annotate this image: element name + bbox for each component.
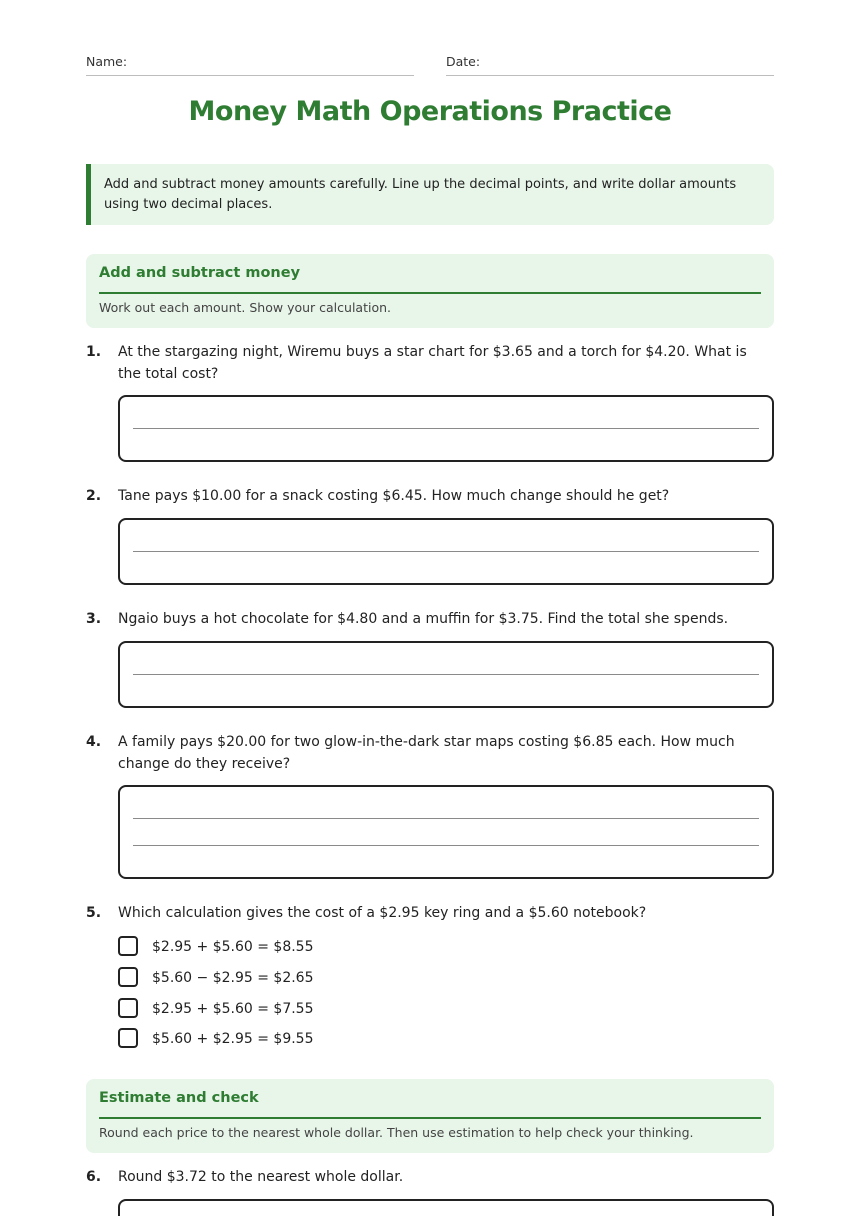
answer-box-3[interactable] xyxy=(118,641,774,708)
instructions-box: Add and subtract money amounts carefully. Line up the decimal points, and write dollar amounts using two decimal places. xyxy=(86,164,774,225)
question-text: Which calculation gives the cost of a $2.95 key ring and a $5.60 notebook? xyxy=(118,905,647,921)
worksheet-title: Money Math Operations Practice xyxy=(188,96,672,127)
answer-line xyxy=(133,674,759,675)
date-label: Date: xyxy=(446,54,481,69)
question-number: 1. xyxy=(86,344,102,360)
answer-box-1[interactable] xyxy=(118,395,774,462)
question-number: 5. xyxy=(86,905,102,921)
question-number: 3. xyxy=(86,611,102,627)
section-subtitle: Round each price to the nearest whole dollar. Then use estimation to help check your thinking. xyxy=(99,1125,694,1140)
section-add-subtract xyxy=(86,254,774,328)
question-number: 6. xyxy=(86,1169,102,1185)
answer-line xyxy=(133,845,759,846)
answer-line xyxy=(133,818,759,819)
question-number: 4. xyxy=(86,734,102,750)
question-text: At the stargazing night, Wiremu buys a star chart for $3.65 and a torch for $4.20. What is the total cost? xyxy=(118,344,747,382)
answer-line xyxy=(133,428,759,429)
answer-box-4[interactable] xyxy=(118,785,774,879)
section-title: Add and subtract money xyxy=(99,254,761,294)
date-field[interactable] xyxy=(446,54,774,76)
question-text: Ngaio buys a hot chocolate for $4.80 and a muffin for $3.75. Find the total she spends. xyxy=(118,611,729,627)
answer-line xyxy=(133,551,759,552)
checkbox[interactable] xyxy=(118,1028,138,1048)
question-text: Round $3.72 to the nearest whole dollar. xyxy=(118,1169,404,1185)
option-text: $2.95 + $5.60 = $7.55 xyxy=(152,1001,314,1017)
answer-box-6[interactable] xyxy=(118,1199,774,1216)
question-text: A family pays $20.00 for two glow-in-the-dark star maps costing $6.85 each. How much change do they receive? xyxy=(118,734,735,772)
name-date-row xyxy=(86,54,774,76)
section-title: Estimate and check xyxy=(99,1079,761,1119)
option-text: $2.95 + $5.60 = $8.55 xyxy=(152,939,314,955)
option-text: $5.60 − $2.95 = $2.65 xyxy=(152,970,314,986)
checkbox[interactable] xyxy=(118,936,138,956)
checkbox[interactable] xyxy=(118,967,138,987)
question-number: 2. xyxy=(86,488,102,504)
checkbox[interactable] xyxy=(118,998,138,1018)
answer-box-2[interactable] xyxy=(118,518,774,585)
option-text: $5.60 + $2.95 = $9.55 xyxy=(152,1031,314,1047)
question-text: Tane pays $10.00 for a snack costing $6.45. How much change should he get? xyxy=(118,488,670,504)
name-field[interactable] xyxy=(86,54,414,76)
name-label: Name: xyxy=(86,54,128,69)
section-subtitle: Work out each amount. Show your calculation. xyxy=(99,300,391,315)
section-estimate-check xyxy=(86,1079,774,1153)
